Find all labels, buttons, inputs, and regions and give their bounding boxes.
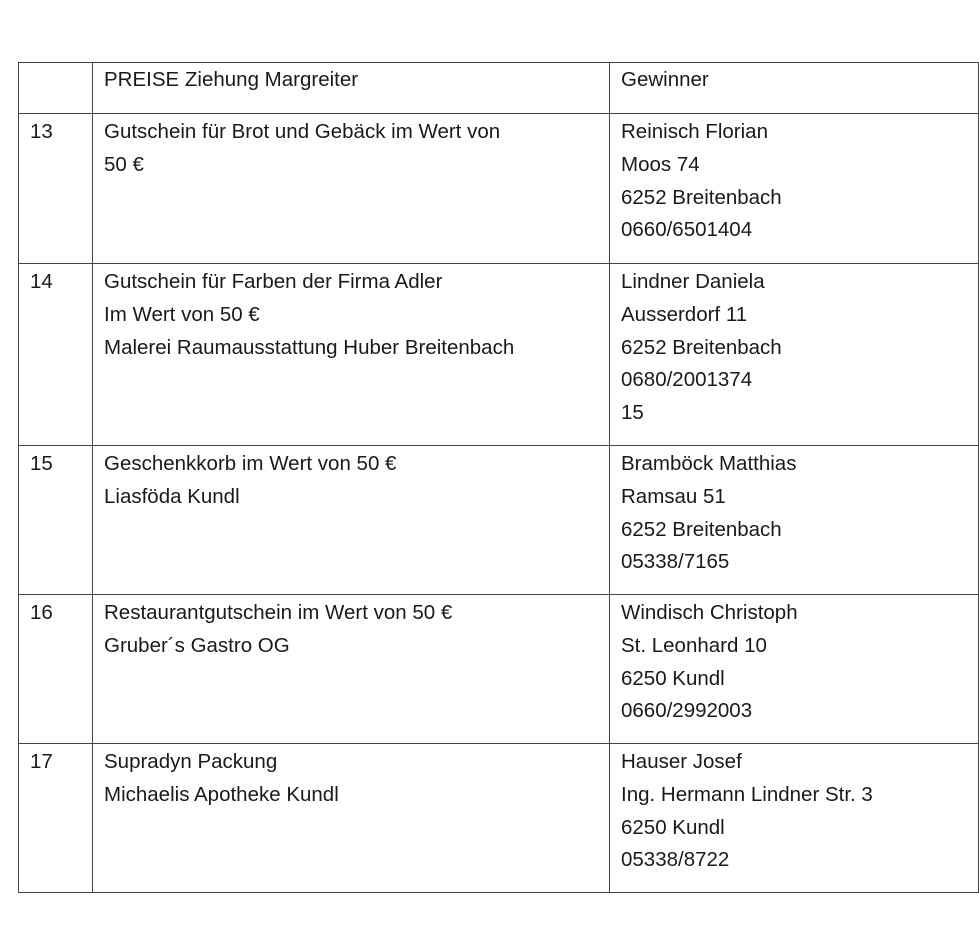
winner-street: Moos 74 [621,152,700,176]
winner-phone: 05338/7165 [621,550,730,574]
prize-line: Gutschein für Brot und Gebäck im Wert von [104,120,501,143]
prize-description [93,114,610,264]
prize-line: Liasföda Kundl [104,484,240,508]
prize-line: Supradyn Packung [104,750,278,773]
winner-name: Lindner Daniela [621,270,765,293]
prize-line: Im Wert von 50 € [104,302,260,326]
prize-line: Restaurantgutschein im Wert von 50 € [104,601,453,624]
table-row [19,114,979,264]
table-header-row [19,63,979,114]
winner-phone: 0680/2001374 [621,368,753,392]
winner-extra: 15 [621,401,644,425]
winner-name: Bramböck Matthias [621,452,797,475]
winner-city: 6250 Kundl [621,666,725,690]
winner-details [610,446,979,595]
winner-city: 6252 Breitenbach [621,185,782,209]
winner-phone: 05338/8722 [621,848,730,872]
winner-details [610,595,979,744]
winner-street: Ausserdorf 11 [621,302,748,326]
winner-details [610,264,979,446]
header-winner-cell: Gewinner [610,63,979,114]
table-row [19,446,979,595]
header-number-cell [19,63,93,114]
header-prize-cell: PREISE Ziehung Margreiter [93,63,610,114]
prize-line: 50 € [104,152,144,176]
winner-details [610,744,979,893]
winner-street: Ramsau 51 [621,484,726,508]
table-row [19,744,979,893]
winner-city: 6250 Kundl [621,815,725,839]
prize-number: 14 [19,264,93,446]
prize-line: Geschenkkorb im Wert von 50 € [104,452,397,475]
prize-line: Gruber´s Gastro OG [104,633,290,657]
winner-phone: 0660/6501404 [621,218,753,242]
winner-name: Windisch Christoph [621,601,798,624]
winner-city: 6252 Breitenbach [621,335,782,359]
prize-table [18,62,979,893]
prize-number: 15 [19,446,93,595]
prize-number: 16 [19,595,93,744]
prize-line: Gutschein für Farben der Firma Adler [104,270,443,293]
winner-city: 6252 Breitenbach [621,517,782,541]
winner-details [610,114,979,264]
prize-line: Michaelis Apotheke Kundl [104,782,339,806]
prize-description [93,446,610,595]
prize-description [93,595,610,744]
winner-phone: 0660/2992003 [621,699,753,723]
table-row [19,595,979,744]
winner-name: Hauser Josef [621,750,742,773]
prize-line: Malerei Raumausstattung Huber Breitenbach [104,335,515,359]
prize-number: 17 [19,744,93,893]
prize-description [93,264,610,446]
table-row [19,264,979,446]
prize-number: 13 [19,114,93,264]
winner-street: Ing. Hermann Lindner Str. 3 [621,782,873,806]
prize-description [93,744,610,893]
winner-name: Reinisch Florian [621,120,768,143]
winner-street: St. Leonhard 10 [621,633,767,657]
